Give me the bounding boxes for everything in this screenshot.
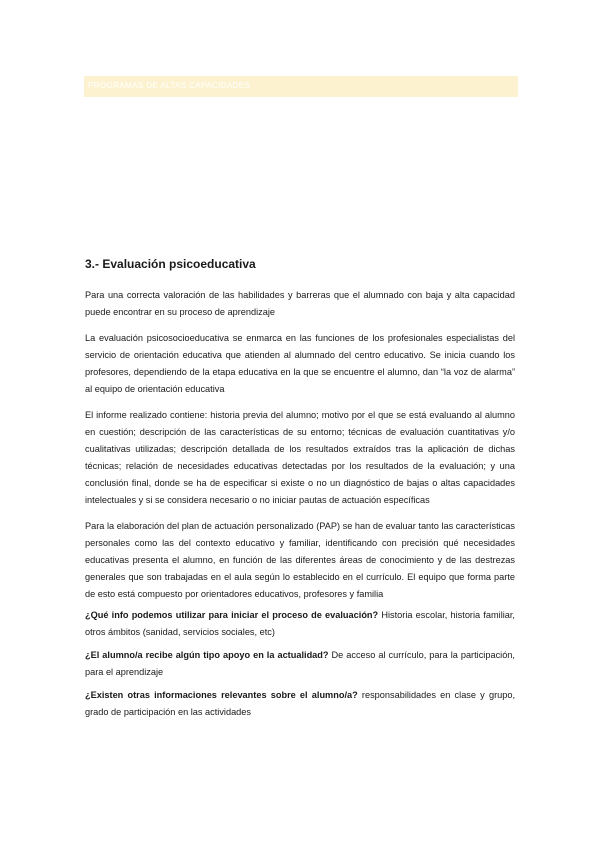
section-title: 3.- Evaluación psicoeducativa bbox=[85, 257, 256, 271]
qa-answer: De acceso al currículo, para la participación, para el aprendizaje bbox=[85, 650, 515, 677]
qa-item bbox=[85, 607, 515, 641]
qa-item bbox=[85, 687, 515, 721]
document-body bbox=[85, 257, 515, 727]
header-title: PROGRAMAS DE ALTAS CAPACIDADES bbox=[88, 81, 251, 90]
qa-question: ¿El alumno/a recibe algún tipo apoyo en la actualidad? bbox=[85, 650, 329, 660]
qa-question: ¿Qué info podemos utilizar para iniciar el proceso de evaluación? bbox=[85, 610, 379, 620]
paragraph-report: El informe realizado contiene: historia previa del alumno; motivo por el que se está evaluando al alumno en cuestión; descripción de las características de su entorno; técnicas de evaluación cuantitativas y/o cualitativas utilizadas; descripción detallada de los resultados extraídos tras la aplicación de dichas técnicas; relación de necesidades educativas detectadas por los resultados de la evaluación; y una conclusión final, donde se ha de especificar si existe o no un diagnóstico de bajas o altas capacidades intelectuales y si se considera necesario o no iniciar pautas de actuación específicas bbox=[85, 410, 515, 505]
paragraph-evaluation: La evaluación psicosocioeducativa se enmarca en las funciones de los profesionales especialistas del servicio de orientación educativa que atienden al alumnado del centro educativo. Se inicia cuando los profesores, dependiendo de la etapa educativa en la que se encuentre el alumno, dan “la voz de alarma” al equipo de orientación educativa bbox=[85, 333, 515, 394]
paragraph-pap: Para la elaboración del plan de actuación personalizado (PAP) se han de evaluar tanto las características personales como las del contexto educativo y familiar, identificando con precisión qué necesidades educativas presenta el alumno, en función de las diferentes áreas de conocimiento y de las destrezas generales que son trabajadas en el aula según lo establecido en el currículo. El equipo que forma parte de esto está compuesto por orientadores educativos, profesores y familia bbox=[85, 521, 515, 599]
qa-item bbox=[85, 647, 515, 681]
paragraph-intro: Para una correcta valoración de las habilidades y barreras que el alumnado con baja y alta capacidad puede encontrar en su proceso de aprendizaje bbox=[85, 290, 515, 317]
header-band bbox=[84, 76, 518, 97]
qa-question: ¿Existen otras informaciones relevantes sobre el alumno/a? bbox=[85, 690, 358, 700]
qa-answer: Historia escolar, historia familiar, otros ámbitos (sanidad, servicios sociales, etc) bbox=[85, 610, 515, 637]
qa-answer: responsabilidades en clase y grupo, grado de participación en las actividades bbox=[85, 690, 516, 717]
